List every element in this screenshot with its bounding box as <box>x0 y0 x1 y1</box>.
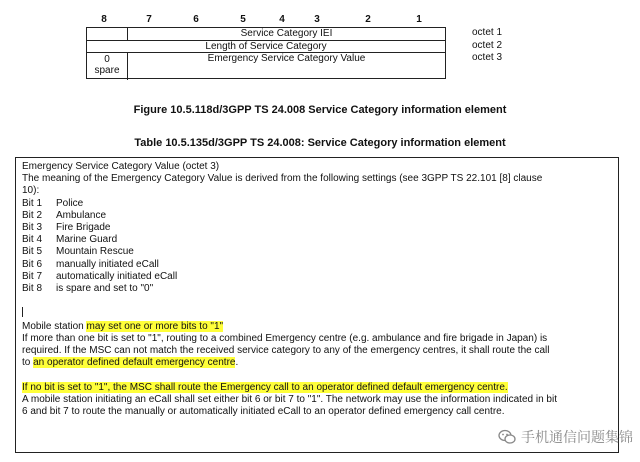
octet-3-row <box>87 52 445 79</box>
table-caption: Table 10.5.135d/3GPP TS 24.008: Service Category information element <box>134 137 506 149</box>
watermark <box>498 427 633 447</box>
bit-label-1: 1 <box>416 14 422 25</box>
bit-key: Bit 4 <box>22 234 43 246</box>
bit-key: Bit 7 <box>22 270 43 282</box>
no-bit-set-line <box>22 382 612 394</box>
intro-text-line-1: The meaning of the Emergency Category Value is derived from the following settings (see 3GPP TS 22.101 [8] clause <box>22 173 543 185</box>
text-cursor-line <box>22 307 612 320</box>
bit-definition-4 <box>22 234 612 246</box>
octet-1-row <box>87 28 445 40</box>
octet-label-2: octet 2 <box>472 39 503 51</box>
octet-labels <box>472 27 502 65</box>
bit-meaning: automatically initiated eCall <box>56 270 178 282</box>
bit-meaning: Marine Guard <box>56 234 118 246</box>
octet-1-empty-cell <box>87 28 128 40</box>
wechat-icon <box>498 429 516 445</box>
bit-key: Bit 3 <box>22 222 43 234</box>
octet-label-3: octet 3 <box>472 52 503 63</box>
bit-label-2: 2 <box>365 14 371 25</box>
bit-definition-6 <box>22 259 612 271</box>
bit-meaning: Mountain Rescue <box>56 246 134 258</box>
bit-definition-1 <box>22 198 612 210</box>
bit-key: Bit 2 <box>22 209 43 221</box>
watermark-text: 手机通信问题集锦 <box>521 429 633 445</box>
service-category-iei: Service Category IEI <box>240 28 333 39</box>
ecall-text-line-1: A mobile station initiating an eCall shall set either bit 6 or bit 7 to "1". The network may use the information indicated in bit <box>22 393 557 405</box>
routing-text-line-1: If more than one bit is set to "1", routing to a combined Emergency centre (e.g. ambulance and fire brigade in Japan) is <box>22 332 548 344</box>
routing-text-line-3 <box>22 357 612 369</box>
bit-definition-3 <box>22 222 612 234</box>
bit-definition-2 <box>22 210 612 222</box>
bit-meaning: manually initiated eCall <box>56 258 159 270</box>
bit-definition-5 <box>22 246 612 258</box>
bit-meaning: Police <box>56 197 84 209</box>
table-cell <box>22 161 612 418</box>
bit-label-8: 8 <box>101 14 107 25</box>
bit-definition-7 <box>22 271 612 283</box>
bit-meaning: is spare and set to "0" <box>56 283 154 295</box>
figure-caption: Figure 10.5.118d/3GPP TS 24.008 Service Category information element <box>133 104 507 116</box>
ecall-text-line-2: 6 and bit 7 to route the manually or automatically initiated eCall to an operator defined emergency call centre. <box>22 406 505 418</box>
emergency-service-category-value: Emergency Service Category Value <box>207 53 366 64</box>
bit-key: Bit 5 <box>22 246 43 258</box>
mobile-station-prefix: Mobile station <box>22 320 87 332</box>
bit-label-7: 7 <box>146 14 152 25</box>
bit-key: Bit 1 <box>22 197 43 209</box>
bit-definition-8 <box>22 283 612 295</box>
routing-suffix: . <box>235 357 239 369</box>
text-cursor <box>22 307 23 317</box>
bit-label-3: 3 <box>314 14 320 25</box>
bit-label-6: 6 <box>193 14 199 25</box>
highlight-default-centre: an operator defined default emergency centre <box>33 357 236 369</box>
highlight-no-bit-set: If no bit is set to "1", the MSC shall route the Emergency call to an operator defined default emergency centre. <box>22 381 508 393</box>
mobile-station-line <box>22 321 612 333</box>
spare-bit-value: 0 <box>104 54 110 65</box>
bit-key: Bit 8 <box>22 283 43 295</box>
bit-meaning: Fire Brigade <box>56 222 111 234</box>
bit-meaning: Ambulance <box>56 209 107 221</box>
routing-text-line-2: required. If the MSC can not match the received service category to any of the emergency centres, it shall route the call <box>22 345 550 357</box>
highlight-set-bits: may set one or more bits to "1" <box>86 320 224 332</box>
bit-number-header <box>86 14 446 28</box>
octet-diagram <box>86 27 446 79</box>
bit-label-5: 5 <box>240 14 246 25</box>
spacer <box>22 369 612 381</box>
bit-label-4: 4 <box>279 14 285 25</box>
spare-bit-cell <box>87 53 128 80</box>
routing-prefix: to <box>22 357 34 369</box>
intro-text-line-2: 10): <box>22 185 40 197</box>
service-category-table <box>15 157 619 453</box>
bit-key: Bit 6 <box>22 258 43 270</box>
table-heading: Emergency Service Category Value (octet 3) <box>22 161 220 172</box>
octet-label-1: octet 1 <box>472 27 503 38</box>
length-of-service-category: Length of Service Category <box>205 41 327 52</box>
spacer <box>22 295 612 307</box>
spare-bit-label: spare <box>94 65 120 76</box>
